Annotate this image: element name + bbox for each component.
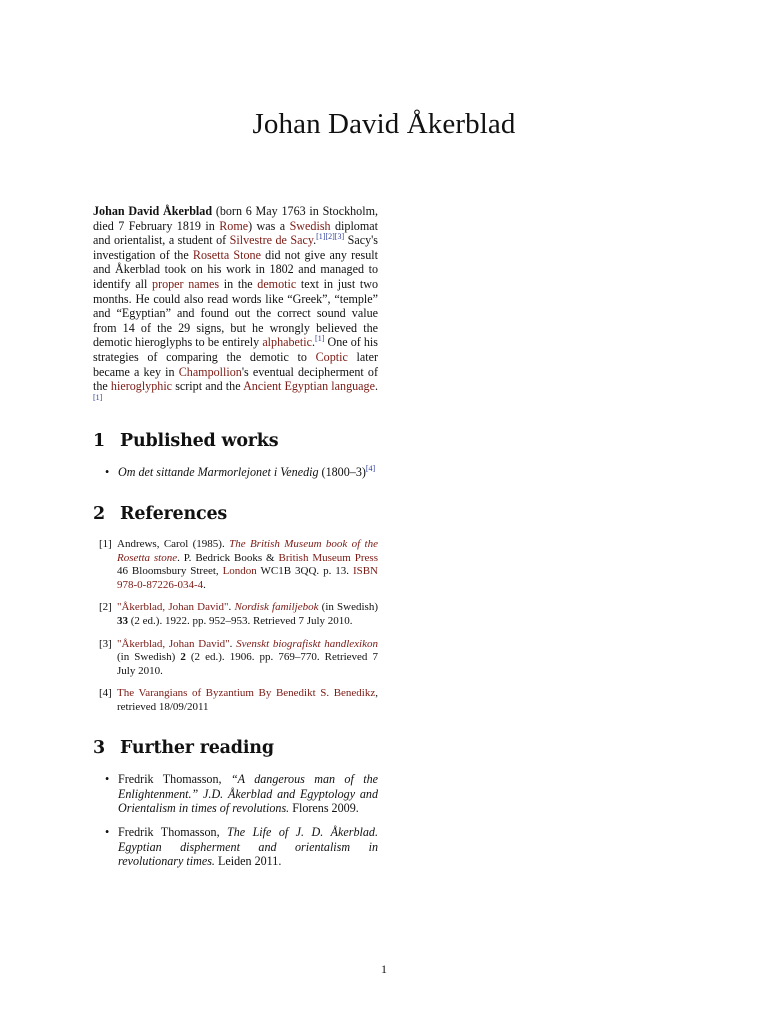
reading-publisher: Leiden 2011.	[214, 854, 282, 869]
link-ancient-egyptian-language[interactable]: Ancient Egyptian language	[243, 379, 375, 394]
list-item	[93, 772, 378, 816]
work-years: (1800–3)	[318, 464, 366, 479]
intro-text: text in just two months. He could also read words like “Greek”, “temple” and “Egyptian” and found out the correct sound value from 14 of the 29 signs, but he wrongly believed the demotic hieroglyphs to be entirely	[93, 276, 378, 350]
link-rome[interactable]: Rome	[219, 218, 249, 233]
link-proper-names[interactable]: proper names	[152, 276, 220, 291]
volume-number: 2	[180, 651, 186, 664]
further-reading-list	[93, 772, 378, 869]
citation-link[interactable]: [4]	[365, 463, 376, 473]
list-item	[93, 825, 378, 869]
bullet-icon: •	[105, 825, 110, 839]
link-hieroglyphic[interactable]: hieroglyphic	[110, 379, 173, 394]
link-rosetta-stone[interactable]: Rosetta Stone	[192, 247, 261, 262]
article-body	[93, 204, 378, 869]
volume-number: 33	[117, 615, 128, 628]
reference-text: . P. Bedrick Books &	[177, 551, 279, 564]
bullet-icon: •	[105, 772, 110, 787]
reference-number: [4]	[99, 687, 112, 700]
section-number: 1	[93, 431, 105, 452]
reference-item	[93, 638, 378, 679]
reading-author: Fredrik Thomasson,	[118, 772, 231, 787]
reference-number: [2]	[99, 601, 112, 614]
publication-title: Nordisk familjebok	[234, 601, 319, 614]
reference-text: .	[229, 637, 237, 650]
reference-item	[93, 601, 378, 628]
published-works-list	[93, 465, 378, 480]
reference-text: WC1B 3QQ. p. 13.	[256, 565, 353, 578]
link-isbn[interactable]: ISBN 978-0-87226-034-4	[117, 565, 378, 591]
intro-text: diplomat and orientalist, a student of	[93, 218, 378, 248]
intro-text: .	[374, 379, 378, 394]
intro-text: script and the	[172, 379, 244, 394]
references-list	[93, 538, 378, 715]
intro-text: 's eventual decipherment of the	[93, 364, 378, 394]
reference-item	[93, 687, 378, 714]
intro-text: One of his strategies of comparing the demotic to	[93, 335, 379, 364]
link-nordisk-familjebok[interactable]	[234, 601, 318, 613]
section-heading-further-reading	[93, 737, 378, 758]
reference-text: (in Swedish)	[117, 651, 181, 664]
reference-number: [1]	[99, 538, 112, 551]
link-british-museum-press[interactable]: British Museum Press	[278, 551, 378, 564]
section-title: Further reading	[120, 737, 274, 758]
publication-title: Svenskt biografiskt handlexikon	[236, 637, 378, 650]
reading-author: Fredrik Thomasson,	[118, 825, 228, 839]
link-alphabetic[interactable]: alphabetic	[262, 335, 313, 350]
intro-text: .	[313, 233, 317, 248]
subject-name: Johan David Åkerblad	[93, 204, 213, 218]
reference-number: [3]	[99, 637, 112, 650]
section-heading-published-works	[93, 431, 378, 452]
intro-text: .	[312, 335, 316, 350]
reference-text: (2 ed.). 1906. pp. 769–770. Retrieved 7 July 2010.	[117, 651, 379, 677]
link-champollion[interactable]: Champollion	[178, 364, 242, 379]
section-number: 2	[93, 503, 105, 524]
reading-title: The Life of J. D. Åkerblad. Egyptian dispherment and orientalism in revolutionary times.	[118, 825, 378, 869]
section-heading-references	[93, 503, 378, 524]
link-london[interactable]: London	[222, 565, 257, 578]
citation-link[interactable]: [1]	[93, 392, 103, 402]
citation-link[interactable]: [1][2][3]	[316, 232, 345, 242]
intro-text: did not give any result and Åkerblad took on his work in 1802 and managed to identify all	[93, 247, 378, 291]
intro-text: Sacy's investigation of the	[93, 233, 379, 262]
reference-title-link[interactable]: The Varangians of Byzantium By Benedikt S. Benedikz	[117, 687, 376, 700]
reference-text: (in Swedish)	[318, 601, 378, 614]
reference-text: (2 ed.). 1922. pp. 952–953. Retrieved 7 July 2010.	[128, 615, 353, 628]
section-title: Published works	[120, 431, 279, 452]
reference-text: 46 Bloomsbury Street,	[117, 565, 223, 578]
article-title: Johan David Åkerblad	[252, 108, 516, 140]
section-title: References	[120, 503, 228, 524]
work-title: Om det sittande Marmorlejonet i Venedig	[118, 464, 319, 479]
citation-link[interactable]: [1]	[315, 334, 325, 344]
reference-item	[93, 538, 378, 592]
reference-text: Andrews, Carol (1985).	[117, 538, 230, 551]
page-number: 1	[381, 962, 387, 976]
intro-text: (born 6 May 1763 in Stockholm, died 7 February 1819 in	[93, 204, 378, 233]
reference-text: .	[203, 578, 206, 591]
link-swedish[interactable]: Swedish	[289, 218, 331, 233]
reference-title: The British Museum book of the Rosetta stone	[117, 538, 378, 564]
list-item	[93, 465, 378, 480]
section-number: 3	[93, 737, 105, 758]
reference-title-link[interactable]: "Åkerblad, Johan David"	[117, 601, 229, 614]
intro-text: in the	[219, 276, 258, 291]
link-coptic[interactable]: Coptic	[315, 349, 348, 364]
intro-text: ) was a	[248, 218, 290, 233]
reference-text: .	[228, 601, 235, 614]
link-svenskt-biografiskt-handlexikon[interactable]	[236, 638, 378, 650]
reference-text: , retrieved 18/09/2011	[117, 687, 378, 714]
link-demotic[interactable]: demotic	[257, 276, 297, 291]
bullet-icon: •	[105, 464, 110, 479]
reading-publisher: Florens 2009.	[289, 801, 359, 816]
reading-title: “A dangerous man of the Enlightenment.” J.D. Åkerblad and Egyptology and Orientalism in times of revolutions.	[118, 772, 378, 816]
reference-title-link[interactable]: "Åkerblad, Johan David"	[117, 637, 230, 650]
intro-paragraph	[93, 204, 378, 408]
link-silvestre-de-sacy[interactable]: Silvestre de Sacy	[229, 233, 314, 248]
intro-text: later became a key in	[93, 349, 378, 379]
